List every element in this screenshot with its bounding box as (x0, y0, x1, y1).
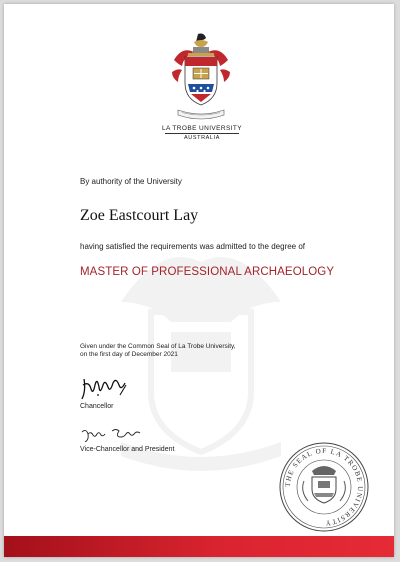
requirements-text: having satisfied the requirements was admitted to the degree of (80, 242, 306, 251)
graduate-name: Zoe Eastcourt Lay (80, 207, 199, 224)
given-under-seal-text (80, 343, 236, 359)
given-line-1: Given under the Common Seal of La Trobe University, (80, 343, 236, 350)
footer-color-bar (4, 536, 394, 557)
authority-text: By authority of the University (80, 177, 182, 186)
university-crest-icon (168, 32, 234, 124)
seal-text: THE SEAL OF LA TROBE UNIVERSITY (283, 446, 365, 528)
certificate-page (4, 4, 394, 557)
degree-title: MASTER OF PROFESSIONAL ARCHAEOLOGY (80, 266, 335, 278)
vice-chancellor-signature-icon (80, 426, 142, 442)
given-line-2: on the first day of December 2021 (80, 351, 178, 358)
chancellor-title: Chancellor (80, 403, 114, 410)
university-name: LA TROBE UNIVERSITY (161, 125, 243, 132)
vice-chancellor-title: Vice-Chancellor and President (80, 446, 175, 453)
university-seal-icon (278, 441, 370, 533)
chancellor-signature-icon (80, 373, 134, 401)
university-country: AUSTRALIA (184, 135, 220, 141)
university-name-rule (165, 133, 239, 134)
